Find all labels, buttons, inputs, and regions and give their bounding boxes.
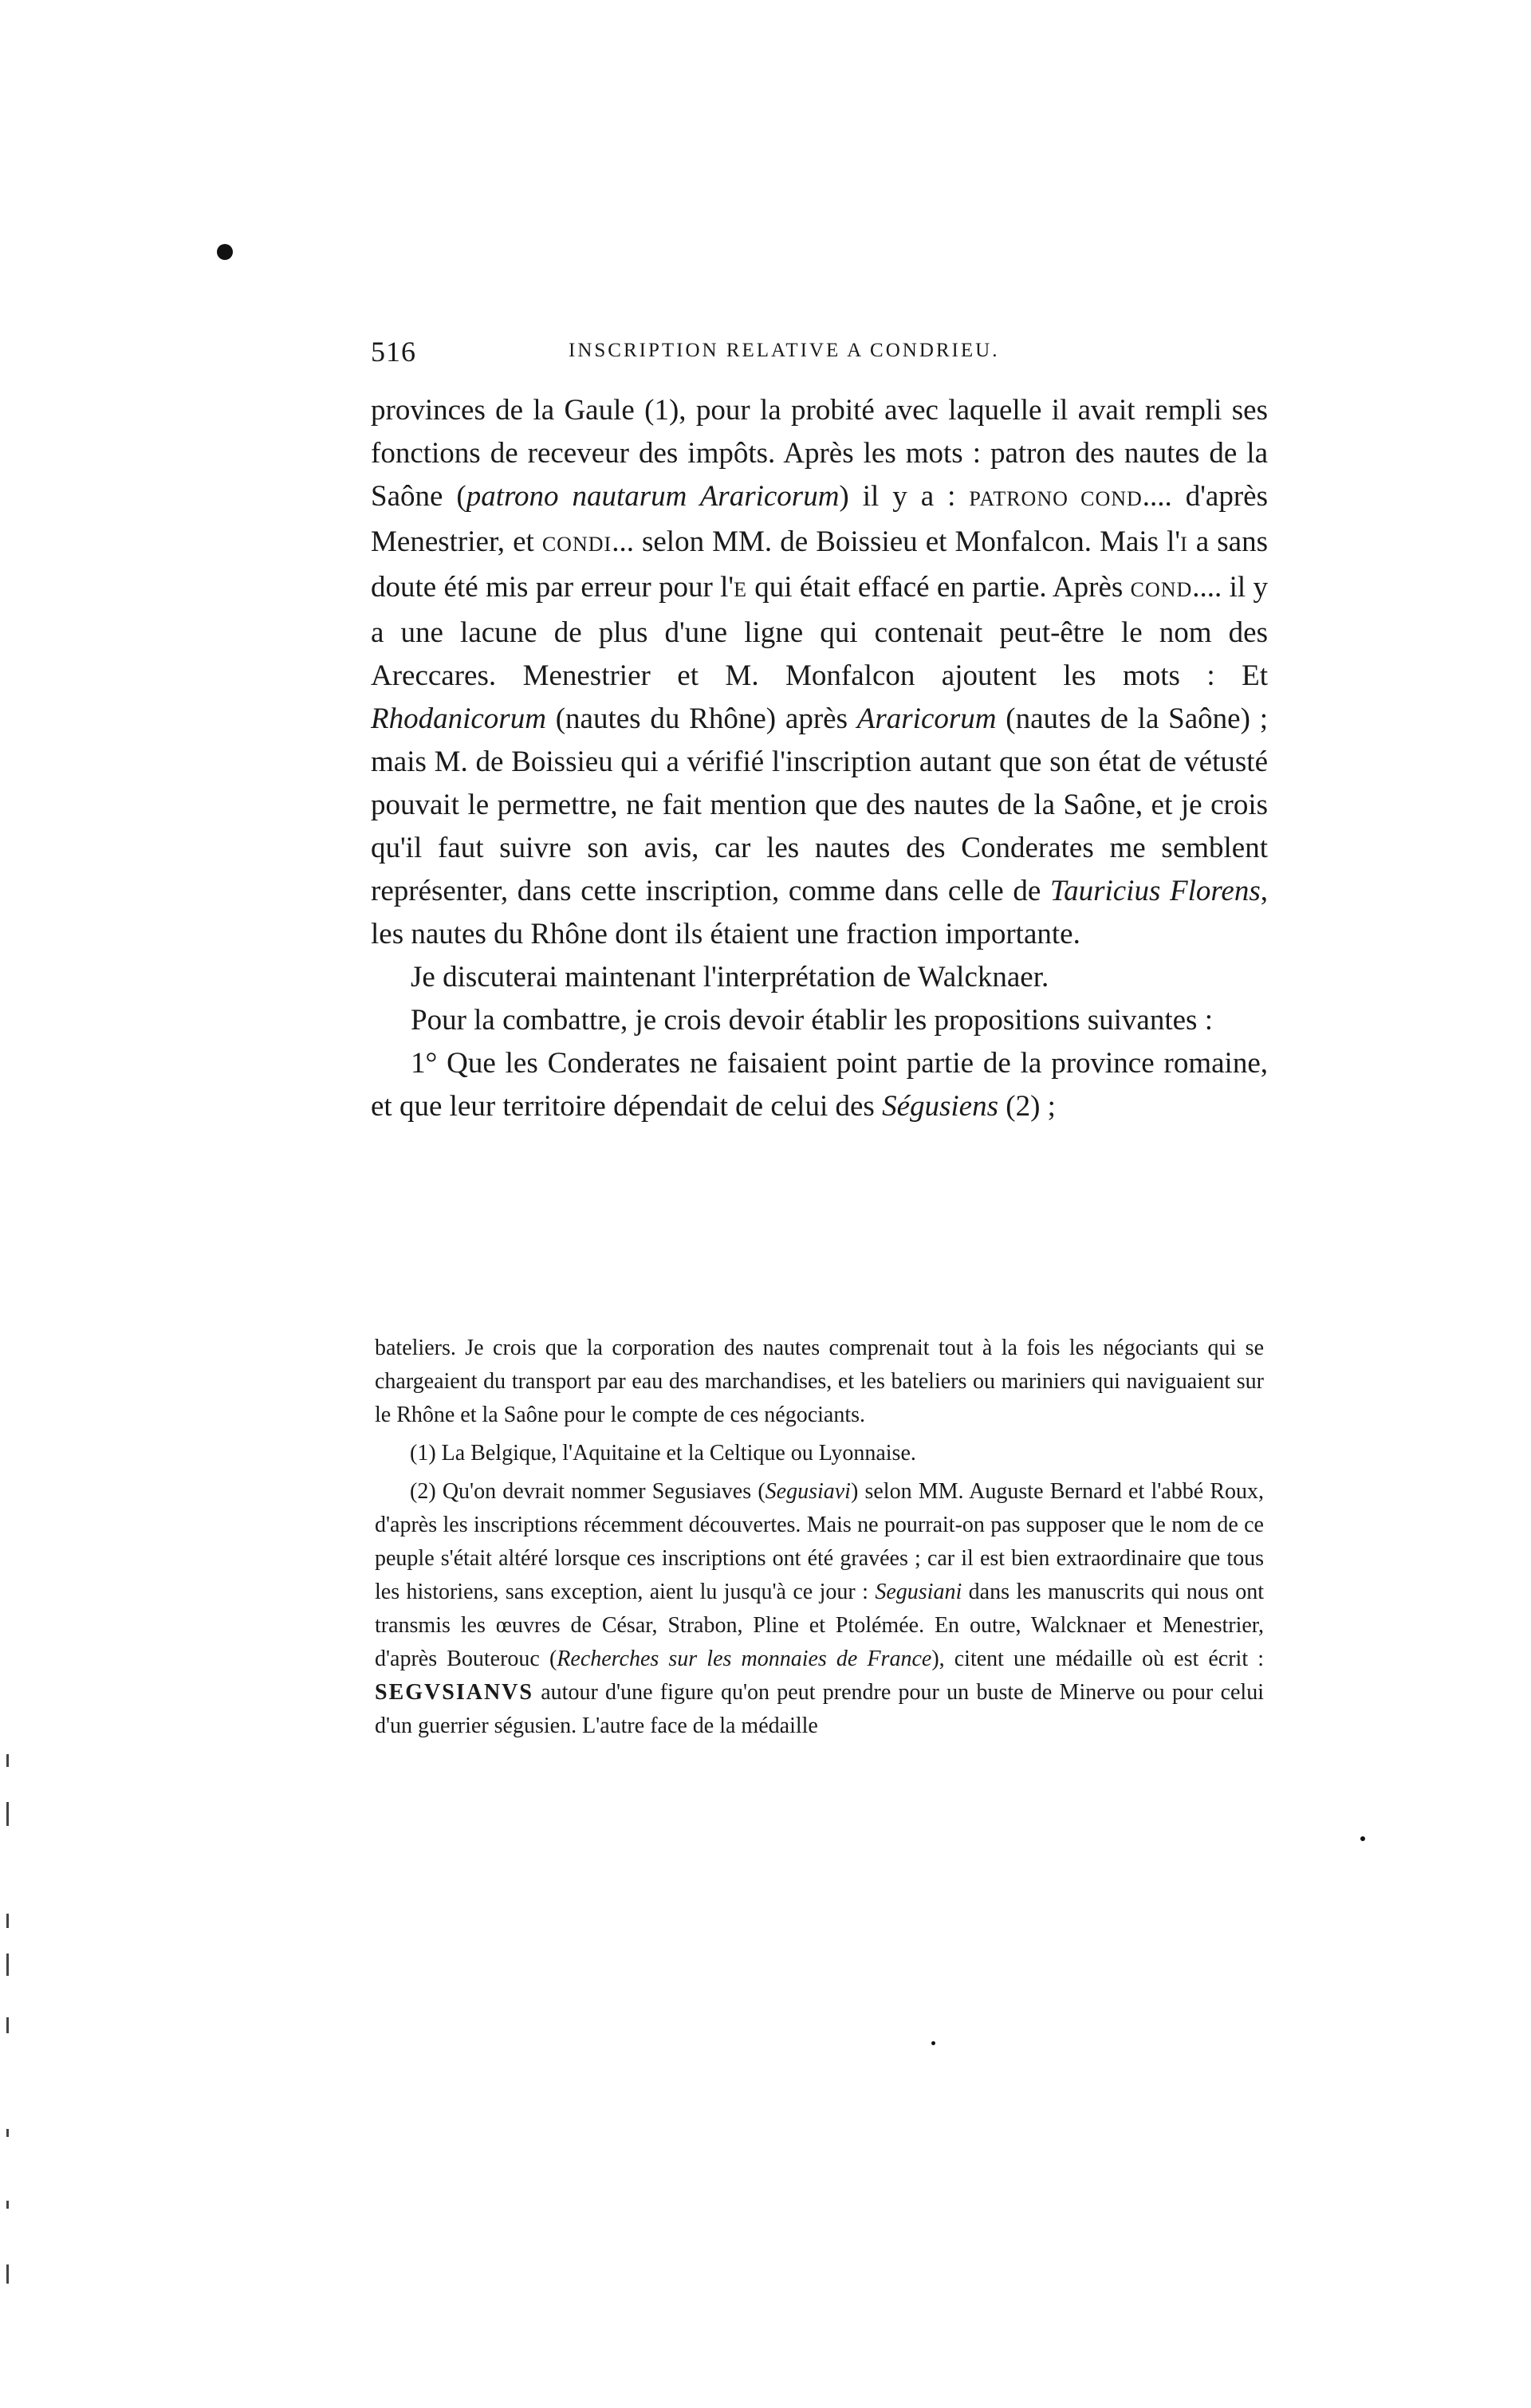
margin-tick [6,1802,9,1826]
footnote-continuation: bateliers. Je crois que la corporation des nautes comprenait tout à la fois les négociants qui se chargeaient du transport par eau des marchandises, et les bateliers ou mariniers qui naviguaient sur le Rhône et la Saône pour le compte de ces négociants. [375,1336,1264,1427]
margin-tick [6,1754,9,1767]
ink-spot-mark [217,244,233,260]
paragraph-1: provinces de la Gaule (1), pour la probité avec laquelle il avait rempli ses fonctions de receveur des impôts. Après les mots : patron des nautes de la Saône (patrono nautarum Araricorum) il y a : PATRONO COND.... d'après Menestrier, et CONDI... selon MM. de Boissieu et Monfalcon. Mais l'I a sans doute été mis par erreur pour l'E qui était effacé en partie. Après COND.... il y a une lacune de plus d'une ligne qui contenait peut-être le nom des Areccares. Menestrier et M. Monfalcon ajoutent les mots : Et Rhodanicorum (nautes du Rhône) après Araricorum (nautes de la Saône) ; mais M. de Boissieu qui a vérifié l'inscription autant que son état de vétusté pouvait le permettre, ne fait mention que des nautes de la Saône, et je crois qu'il faut suivre son avis, car les nautes des Conderates me semblent représenter, dans cette inscription, comme dans celle de Tauricius Florens, les nautes du Rhône dont ils étaient une fraction importante. [371,394,1268,950]
margin-tick [6,1914,9,1928]
main-text [371,389,1268,1128]
margin-tick [6,2264,9,2284]
footnote-1: (1) La Belgique, l'Aquitaine et la Celtique ou Lyonnaise. [410,1441,916,1466]
footnotes [375,1332,1264,1748]
stray-mark-right [1360,1836,1365,1841]
paragraph-3: Pour la combattre, je crois devoir établir les propositions suivantes : [411,1004,1213,1037]
margin-tick [6,2129,9,2137]
margin-tick [6,2201,9,2209]
stray-mark-bottom [931,2041,935,2045]
margin-tick [6,2017,9,2033]
page-number: 516 [371,336,416,368]
paragraph-4: 1° Que les Conderates ne faisaient point partie de la province romaine, et que leur territoire dépendait de celui des Ségusiens (2) ; [371,1047,1268,1123]
margin-tick [6,1954,9,1976]
running-title: INSCRIPTION RELATIVE A CONDRIEU. [569,340,1000,361]
footnote-2: (2) Qu'on devrait nommer Segusiaves (Segusiavi) selon MM. Auguste Bernard et l'abbé Roux, d'après les inscriptions récemment découvertes. Mais ne pourrait-on pas supposer que le nom de ce peuple s'était altéré lorsque ces inscriptions ont été gravées ; car il est bien extraordinaire que tous les historiens, sans exception, aient lu jusqu'à ce jour : Segusiani dans les manuscrits qui nous ont transmis les œuvres de César, Strabon, Pline et Ptolémée. En outre, Walcknaer et Menestrier, d'après Bouterouc (Recherches sur les monnaies de France), citent une médaille où est écrit : SEGVSIANVS autour d'une figure qu'on peut prendre pour un buste de Minerve ou pour celui d'un guerrier ségusien. L'autre face de la médaille [375,1479,1264,1738]
page-header [371,333,1272,373]
paragraph-2: Je discuterai maintenant l'interprétation de Walcknaer. [411,961,1049,993]
scan-margin-marks [6,1754,11,2312]
